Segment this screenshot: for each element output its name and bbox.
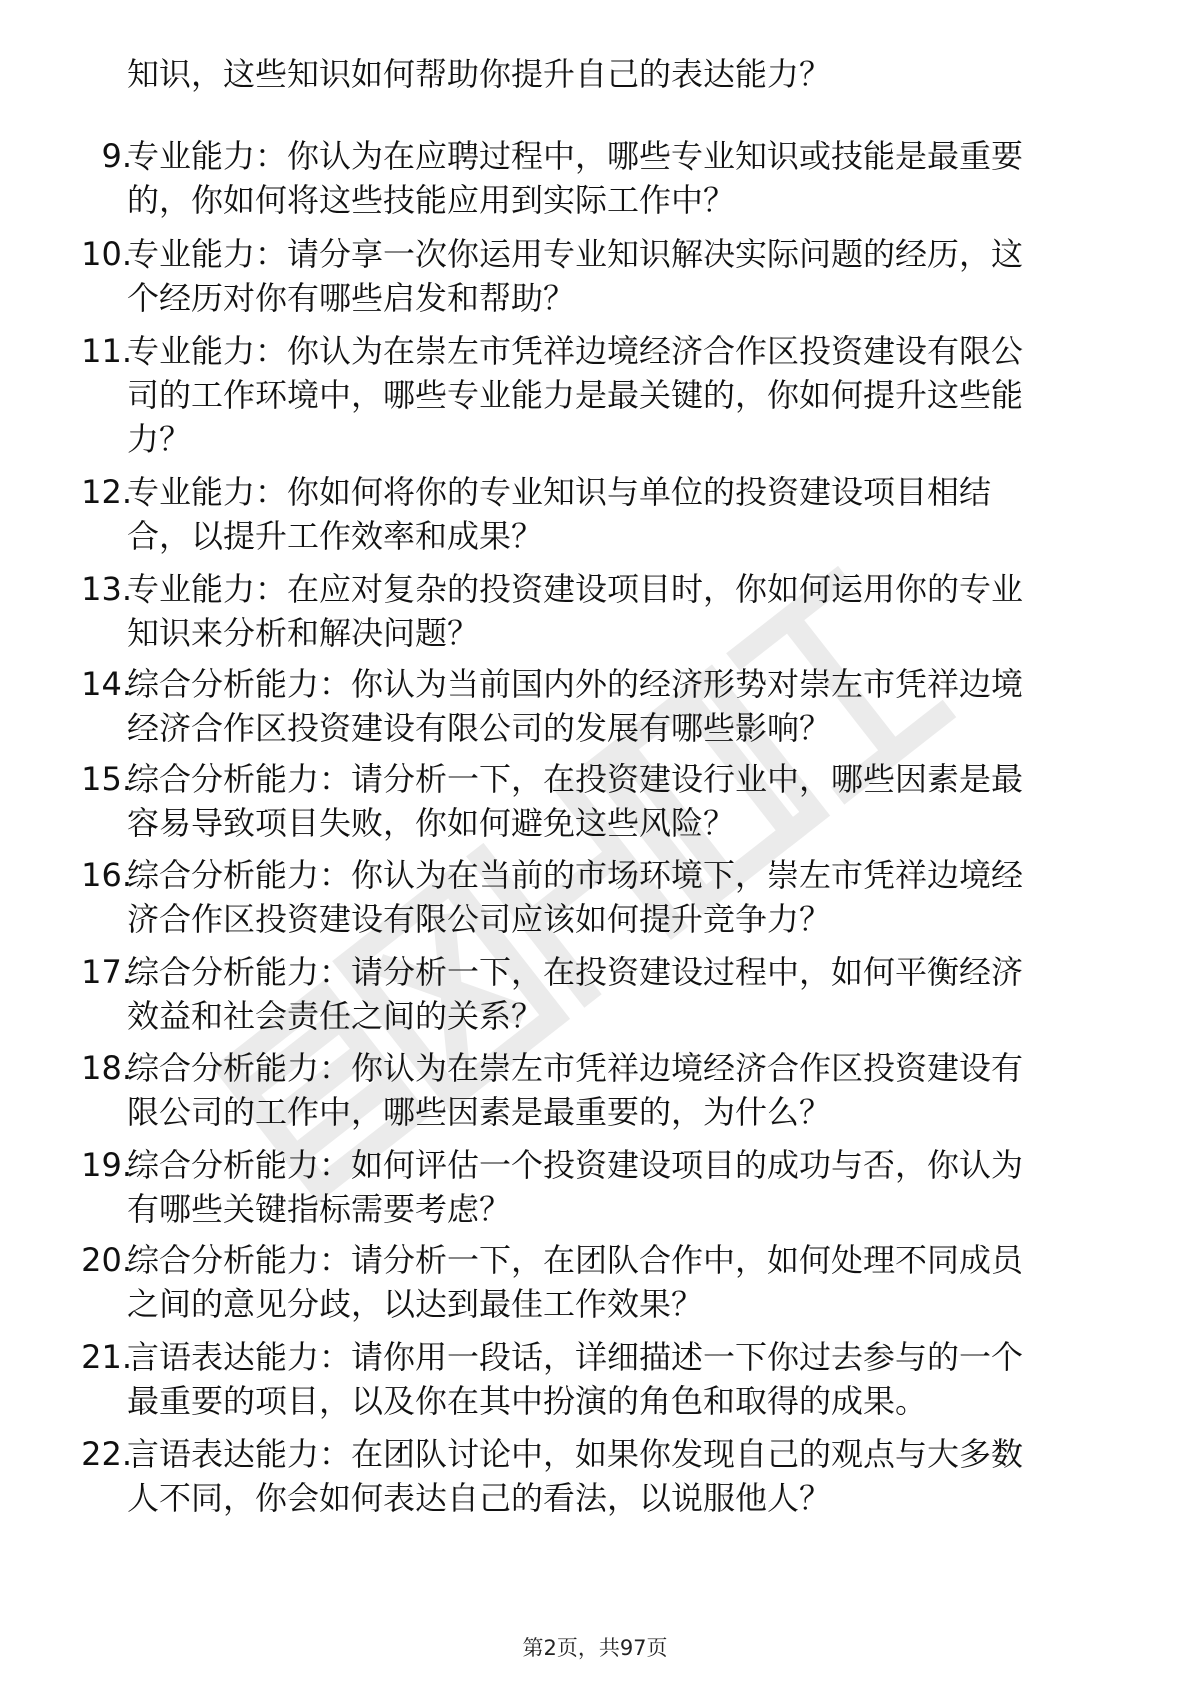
- question-number: 19.: [81, 1146, 132, 1184]
- question-number: 11.: [81, 332, 132, 370]
- question-number: 18.: [81, 1049, 132, 1087]
- question-text-line: 言语表达能力：在团队讨论中，如果你发现自己的观点与大多数: [127, 1435, 1024, 1473]
- question-item: [0, 662, 1190, 750]
- question-text-line: 济合作区投资建设有限公司应该如何提升竞争力？: [127, 900, 832, 938]
- question-text: [127, 662, 1117, 750]
- question-text-line: 言语表达能力：请你用一段话，详细描述一下你过去参与的一个: [127, 1338, 1024, 1376]
- question-text: [127, 853, 1117, 941]
- question-text-line: 容易导致项目失败，你如何避免这些风险？: [127, 804, 736, 842]
- question-item: [0, 1238, 1190, 1326]
- question-number: 13.: [81, 570, 132, 608]
- question-text-line: 的，你如何将这些技能应用到实际工作中？: [127, 181, 736, 219]
- question-item: [0, 1335, 1190, 1423]
- question-text: [127, 1335, 1117, 1423]
- question-text-line: 司的工作环境中，哪些专业能力是最关键的，你如何提升这些能: [127, 376, 1024, 414]
- question-text-line: 专业能力：你认为在应聘过程中，哪些专业知识或技能是最重要: [127, 137, 1024, 175]
- question-text: [127, 950, 1117, 1038]
- question-item: [0, 1143, 1190, 1231]
- question-text-line: 专业能力：你如何将你的专业知识与单位的投资建设项目相结: [127, 473, 992, 511]
- question-text-line: 合，以提升工作效率和成果？: [127, 517, 544, 555]
- question-number: 22.: [81, 1435, 132, 1473]
- lead-line: 知识，这些知识如何帮助你提升自己的表达能力？: [127, 55, 832, 93]
- question-item: [0, 1432, 1190, 1520]
- question-number: 12.: [81, 473, 132, 511]
- question-text: [127, 757, 1117, 845]
- question-text-line: 综合分析能力：你认为在崇左市凭祥边境经济合作区投资建设有: [127, 1049, 1024, 1087]
- question-text-line: 综合分析能力：请分析一下，在投资建设行业中，哪些因素是最: [127, 760, 1024, 798]
- question-text: [127, 1046, 1117, 1134]
- question-number: 17.: [81, 953, 132, 991]
- question-text-line: 综合分析能力：如何评估一个投资建设项目的成功与否，你认为: [127, 1146, 1024, 1184]
- question-number: 10.: [81, 235, 132, 273]
- question-number: 14.: [81, 665, 132, 703]
- question-text-line: 综合分析能力：请分析一下，在团队合作中，如何处理不同成员: [127, 1241, 1024, 1279]
- question-number: 21.: [81, 1338, 132, 1376]
- question-number: 15.: [81, 760, 132, 798]
- question-item: [0, 950, 1190, 1038]
- question-text-line: 效益和社会责任之间的关系？: [127, 997, 544, 1035]
- question-text-line: 人不同，你会如何表达自己的看法，以说服他人？: [127, 1479, 832, 1517]
- question-text: [127, 232, 1117, 320]
- question-item: [0, 134, 1190, 222]
- page-footer: 第2页，共97页: [522, 1636, 668, 1660]
- question-item: [0, 470, 1190, 558]
- question-item: [0, 232, 1190, 320]
- question-text-line: 力？: [127, 420, 192, 458]
- question-text-line: 知识来分析和解决问题？: [127, 614, 480, 652]
- question-text-line: 专业能力：请分享一次你运用专业知识解决实际问题的经历，这: [127, 235, 1024, 273]
- question-number: 9.: [101, 137, 132, 175]
- question-text: [127, 567, 1117, 655]
- question-item: [0, 1046, 1190, 1134]
- question-text: [127, 470, 1117, 558]
- question-text-line: 限公司的工作中，哪些因素是最重要的，为什么？: [127, 1093, 832, 1131]
- question-text: [127, 329, 1117, 461]
- question-text-line: 经济合作区投资建设有限公司的发展有哪些影响？: [127, 709, 832, 747]
- question-item: [0, 329, 1190, 461]
- question-text-line: 最重要的项目，以及你在其中扮演的角色和取得的成果。: [127, 1382, 928, 1420]
- question-text-line: 综合分析能力：请分析一下，在投资建设过程中，如何平衡经济: [127, 953, 1024, 991]
- question-number: 16.: [81, 856, 132, 894]
- question-text-line: 综合分析能力：你认为在当前的市场环境下，崇左市凭祥边境经: [127, 856, 1024, 894]
- question-text-line: 综合分析能力：你认为当前国内外的经济形势对崇左市凭祥边境: [127, 665, 1024, 703]
- question-text-line: 之间的意见分歧，以达到最佳工作效果？: [127, 1285, 704, 1323]
- question-item: [0, 853, 1190, 941]
- question-text: [127, 1143, 1117, 1231]
- question-text: [127, 1432, 1117, 1520]
- question-text: [127, 134, 1117, 222]
- question-text-line: 个经历对你有哪些启发和帮助？: [127, 279, 576, 317]
- question-text-line: 有哪些关键指标需要考虑？: [127, 1190, 512, 1228]
- question-text: [127, 1238, 1117, 1326]
- question-text-line: 专业能力：在应对复杂的投资建设项目时，你如何运用你的专业: [127, 570, 1024, 608]
- question-text-line: 专业能力：你认为在崇左市凭祥边境经济合作区投资建设有限公: [127, 332, 1024, 370]
- question-number: 20.: [81, 1241, 132, 1279]
- question-item: [0, 567, 1190, 655]
- question-item: [0, 757, 1190, 845]
